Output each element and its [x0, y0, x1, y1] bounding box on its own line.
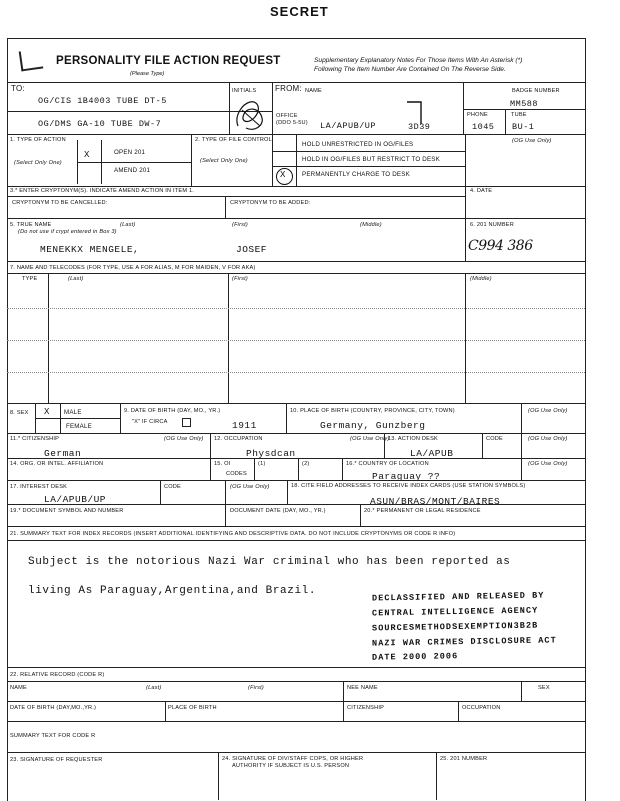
item2-permanent-mark[interactable]: X: [280, 170, 286, 180]
to-line-2: OG/DMS GA-10 TUBE DW-7: [38, 119, 162, 129]
item22-citizenship: CITIZENSHIP: [347, 705, 385, 711]
item22-dob: DATE OF BIRTH (DAY,MO.,YR.): [10, 705, 97, 711]
item22-name: NAME: [10, 685, 27, 691]
item2-option-restrict: HOLD IN OG/FILES BUT RESTRICT TO DESK: [302, 156, 440, 163]
item4-label: 4. DATE: [470, 188, 493, 194]
true-name-last: MENEKKX MENGELE,: [40, 244, 140, 255]
badge-label: BADGE NUMBER: [512, 88, 560, 94]
alias-row-rule-3: [7, 372, 585, 373]
declassification-stamp-line4: NAZI WAR CRIMES DISCLOSURE ACT: [371, 635, 557, 649]
item13-label: 13. ACTION DESK: [388, 436, 438, 442]
item7-last-label: (Last): [68, 276, 84, 282]
action-desk-value: LA/APUB: [410, 448, 454, 459]
item17-code: CODE: [164, 484, 181, 490]
badge-value: MM588: [510, 99, 539, 109]
item20-document-date: DOCUMENT DATE (DAY, MO., YR.): [230, 508, 326, 514]
declassification-stamp-line5: DATE 2000 2006: [371, 651, 459, 663]
item16-label: 16.* COUNTRY OF LOCATION: [346, 461, 429, 467]
item15-codes: CODES: [226, 471, 247, 477]
item5-note: (Do not use if crypt entered in Box 3): [18, 229, 117, 235]
from-label: FROM:: [275, 84, 302, 93]
place-of-birth-value: Germany, Gunzberg: [320, 420, 426, 431]
occupation-value: Physdcan: [246, 448, 296, 459]
item22-summary: SUMMARY TEXT FOR CODE R: [10, 733, 96, 739]
initials-signature: [232, 96, 268, 134]
office-code: (DDO 5-5U): [276, 120, 308, 126]
item2-option-permanent: PERMANENTLY CHARGE TO DESK: [302, 171, 410, 178]
country-of-location-value: Paraguay ??: [372, 471, 441, 482]
item1-amend-option: AMEND 201: [114, 167, 151, 174]
item12-label: 12. OCCUPATION: [214, 436, 263, 442]
item19-label: 19.* DOCUMENT SYMBOL AND NUMBER: [10, 508, 124, 514]
declassification-stamp-line1: DECLASSIFIED AND RELEASED BY: [371, 590, 545, 604]
item6-201-number: C994 386: [468, 238, 533, 254]
declassification-stamp-line2: CENTRAL INTELLIGENCE AGENCY: [371, 605, 539, 619]
item22-pob: PLACE OF BIRTH: [168, 705, 217, 711]
item2-label: 2. TYPE OF FILE CONTROL: [195, 137, 272, 143]
item15-label: 15. OI: [214, 461, 231, 467]
item3-label: 3.* ENTER CRYPTONYM(S). INDICATE AMEND ACTION IN ITEM 1.: [10, 188, 195, 194]
initials-label: INITIALS: [232, 88, 257, 94]
item10-label: 10. PLACE OF BIRTH (COUNTRY, PROVINCE, CITY, TOWN): [290, 408, 455, 414]
item17-label: 17. INTEREST DESK: [10, 484, 68, 490]
item1-open-mark[interactable]: X: [84, 150, 90, 160]
form-subtitle: (Please Type): [130, 71, 165, 77]
to-line-1: OG/CIS 1B4003 TUBE DT-5: [38, 96, 167, 106]
item20-label: 20.* PERMANENT OR LEGAL RESIDENCE: [364, 508, 481, 514]
item5-first-label: (First): [232, 222, 248, 228]
item22-label: 22. RELATIVE RECORD (CODE R): [10, 672, 105, 678]
item13-code: CODE: [486, 436, 503, 442]
item23-label: 23. SIGNATURE OF REQUESTER: [10, 757, 103, 763]
item22-sex: SEX: [538, 685, 550, 691]
true-name-first: JOSEF: [236, 244, 268, 255]
tube-label: TUBE: [511, 112, 527, 118]
item24-line1: 24. SIGNATURE OF DIV/STAFF COPS, OR HIGHER: [222, 756, 364, 762]
item1-open-option: OPEN 201: [114, 149, 146, 156]
item18-og-use: (OG Use Only): [230, 484, 270, 490]
item10-og-use: (OG Use Only): [528, 408, 568, 414]
cite-field-addresses-value: ASUN/BRAS/MONT/BAIRES: [370, 496, 501, 507]
item11-label: 11.* CITIZENSHIP: [10, 436, 60, 442]
citizenship-value: German: [44, 448, 82, 459]
item22-occupation: OCCUPATION: [462, 705, 501, 711]
item14-label: 14. ORG. OR INTEL. AFFILIATION: [10, 461, 104, 467]
item2-og-use: (OG Use Only): [512, 138, 552, 144]
office-label: OFFICE: [276, 113, 298, 119]
alias-row-rule-2: [7, 340, 585, 341]
item8-male: MALE: [64, 409, 82, 416]
tube-value: BU-1: [512, 122, 535, 132]
item7-middle-label: (Middle): [470, 276, 492, 282]
item15-code-1: (1): [258, 461, 266, 467]
item12-og-use: (OG Use Only): [350, 436, 390, 442]
item15-code-2: (2): [302, 461, 310, 467]
item5-middle-label: (Middle): [360, 222, 382, 228]
item16-og-use: (OG Use Only): [528, 461, 568, 467]
item8-label: 8. SEX: [10, 410, 29, 416]
item3-added: CRYPTONYM TO BE ADDED:: [230, 200, 311, 206]
summary-line-1: Subject is the notorious Nazi War criminal who has been reported as: [28, 556, 511, 568]
item2-option-unrestricted: HOLD UNRESTRICTED IN OG/FILES: [302, 141, 414, 148]
item9-circa-checkbox[interactable]: [182, 418, 191, 427]
item7-first-label: (First): [232, 276, 248, 282]
form-title: PERSONALITY FILE ACTION REQUEST: [56, 55, 281, 67]
item5-last-label: (Last): [120, 222, 136, 228]
item25-label: 25. 201 NUMBER: [440, 756, 488, 762]
item9-circa: "X" IF CIRCA: [132, 419, 168, 425]
phone-value: 1045: [472, 122, 495, 132]
from-name-label: NAME: [305, 88, 322, 94]
to-label: TO:: [11, 84, 25, 93]
asterisk-note-line1: Supplementary Explanatory Notes For Those Items With An Asterisk (*): [314, 57, 523, 64]
item21-label: 21. SUMMARY TEXT FOR INDEX RECORDS (INSERT ADDITIONAL IDENTIFYING AND DESCRIPTIVE DATA. DO NOT INCLUDE CRYPTONYMS OR CODE R INFO): [10, 531, 456, 537]
item22-first: (First): [248, 685, 264, 691]
item8-male-mark[interactable]: X: [44, 407, 50, 417]
item18-label: 18. CITE FIELD ADDRESSES TO RECEIVE INDEX CARDS (USE STATION SYMBOLS): [291, 483, 526, 489]
item1-select-note: (Select Only One): [14, 160, 62, 166]
item1-label: 1. TYPE OF ACTION: [10, 137, 66, 143]
asterisk-note-line2: Following The Item Number Are Contained On The Reverse Side.: [314, 66, 506, 73]
item9-label: 9. DATE OF BIRTH (DAY, MO., YR.): [124, 408, 221, 414]
item24-line2: AUTHORITY IF SUBJECT IS U.S. PERSON: [232, 763, 350, 769]
interest-desk-value: LA/APUB/UP: [44, 494, 107, 505]
item6-label: 6. 201 NUMBER: [470, 222, 514, 228]
office-value: LA/APUB/UP: [320, 121, 377, 131]
item2-select-note: (Select Only One): [200, 158, 248, 164]
phone-label: PHONE: [467, 112, 488, 118]
item11-og-use: (OG Use Only): [164, 436, 204, 442]
item13-og-use: (OG Use Only): [528, 436, 568, 442]
item22-nee-name: NEE NAME: [347, 685, 378, 691]
alias-row-rule-1: [7, 308, 585, 309]
item22-last: (Last): [146, 685, 162, 691]
classification-marking: SECRET: [270, 4, 329, 19]
item3-cancelled: CRYPTONYM TO BE CANCELLED:: [12, 200, 108, 206]
item7-label: 7. NAME AND TELECODES (FOR TYPE, USE A FOR ALIAS, M FOR MAIDEN, V FOR AKA): [10, 265, 256, 271]
item8-female: FEMALE: [66, 423, 92, 430]
date-of-birth-value: 1911: [232, 420, 257, 431]
item5-label: 5. TRUE NAME: [10, 222, 52, 228]
declassification-stamp-line3: SOURCESMETHODSEXEMPTION3B2B: [371, 620, 539, 634]
bracket-mark: [19, 49, 44, 72]
summary-line-2: living As Paraguay,Argentina,and Brazil.: [28, 585, 317, 597]
room-value: 3D39: [408, 122, 431, 132]
item7-type-label: TYPE: [22, 276, 38, 282]
